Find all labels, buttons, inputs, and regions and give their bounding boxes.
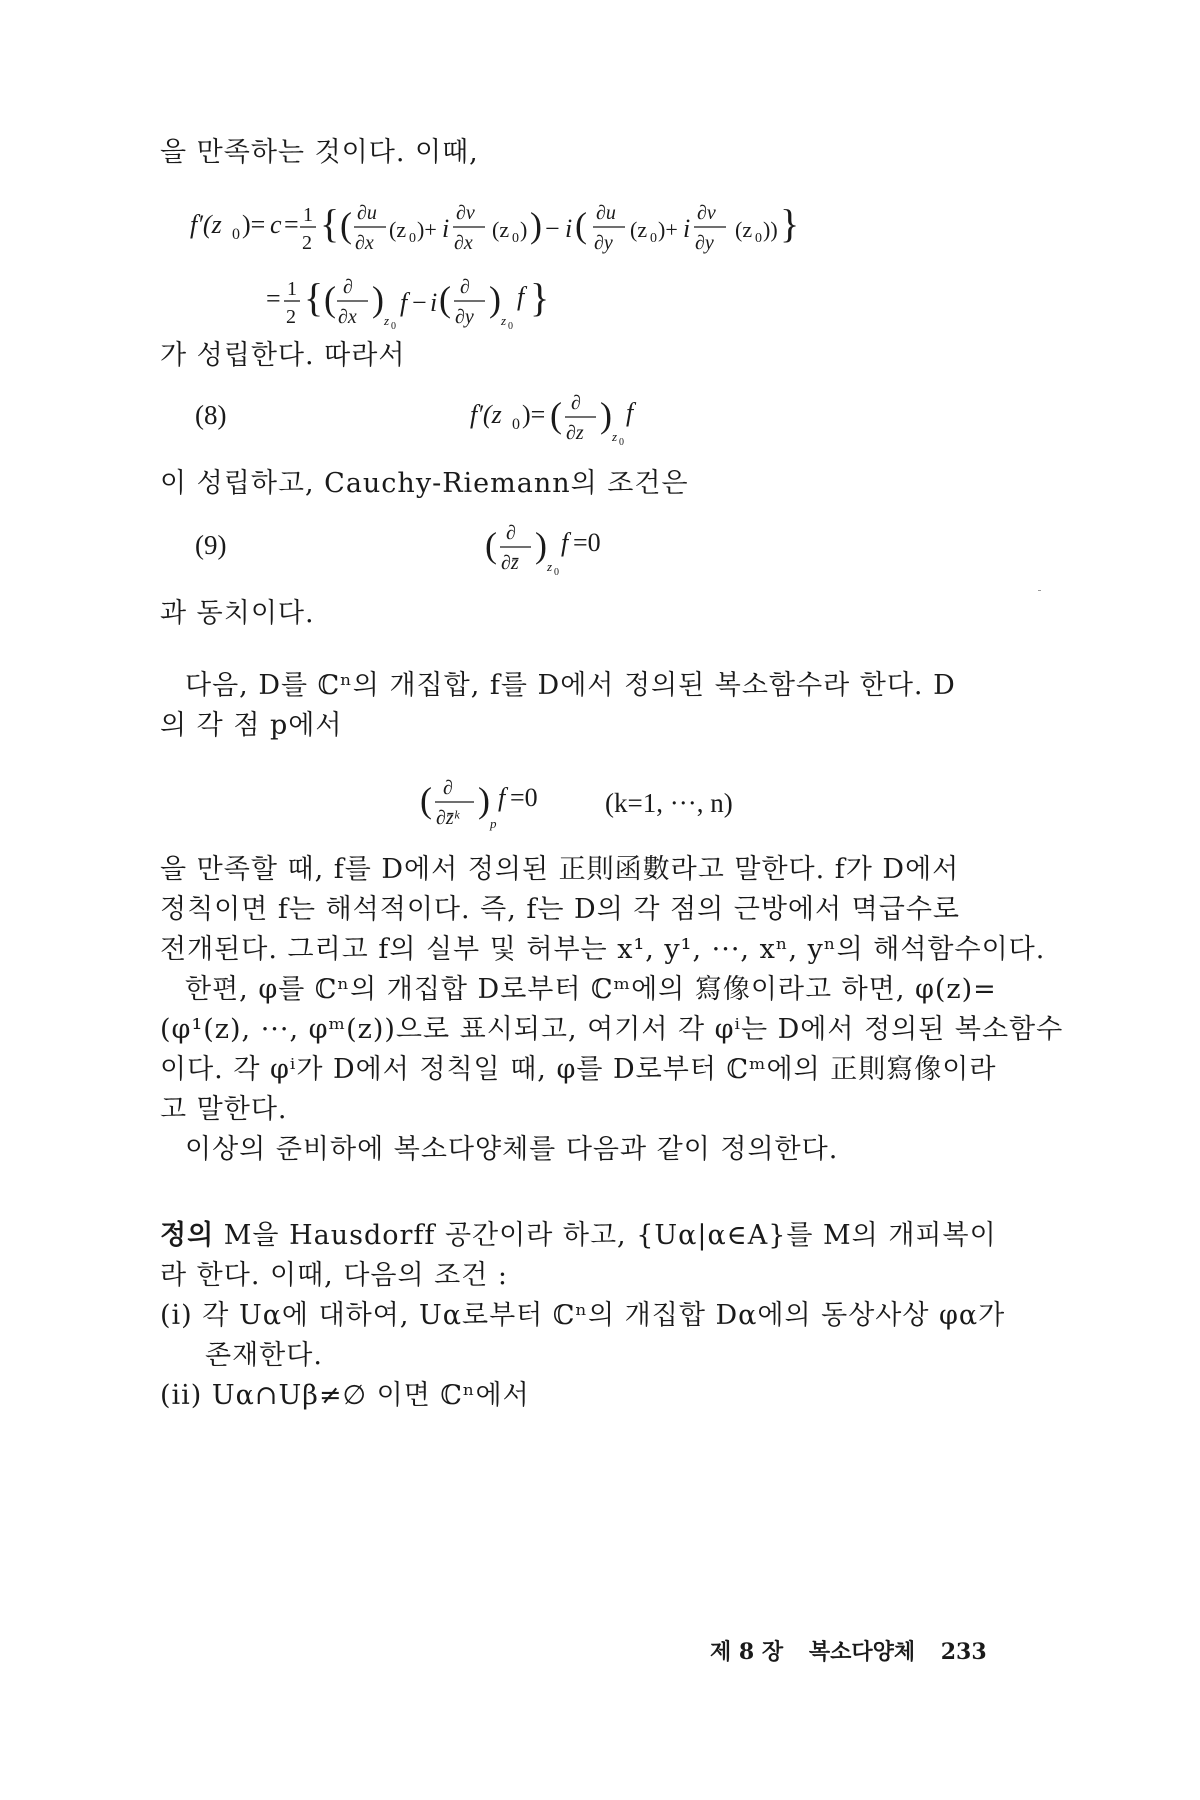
text-line: 정칙이면 f는 해석적이다. 즉, f는 D의 각 점의 근방에서 멱급수로: [160, 894, 961, 925]
svg-text:∂x: ∂x: [338, 306, 357, 328]
equation-8: [470, 375, 670, 455]
equation-number: (8): [195, 400, 227, 430]
definition-line: [160, 1218, 1040, 1254]
condition-item: (ii) Uα∩Uβ≠∅ 이면 ℂⁿ에서: [160, 1380, 530, 1411]
svg-text:∂v: ∂v: [456, 202, 475, 224]
svg-text:}: }: [530, 275, 550, 320]
svg-text:=: =: [266, 284, 281, 313]
svg-text:{: {: [304, 275, 324, 320]
svg-text:z: z: [501, 313, 507, 328]
svg-text:z: z: [612, 429, 618, 444]
svg-text:∂u: ∂u: [357, 202, 377, 224]
svg-text:0: 0: [512, 231, 519, 246]
svg-text:(: (: [485, 525, 497, 565]
svg-text:(: (: [439, 279, 451, 319]
svg-text:p: p: [490, 816, 497, 831]
svg-text:}: }: [780, 201, 800, 246]
svg-text:=0: =0: [510, 783, 538, 812]
definition-label: 정의: [160, 1220, 215, 1251]
text-line: 전개된다. 그리고 f의 실부 및 허부는 x¹, y¹, ···, xⁿ, yⁿ의 해석함수이다.: [160, 934, 1046, 965]
equation-svg: [470, 375, 670, 455]
condition-item: (i) 각 Uα에 대하여, Uα로부터 ℂⁿ의 개집합 Dα에의 동상사상 φα가: [160, 1300, 1006, 1331]
svg-text:0: 0: [508, 321, 513, 332]
text-line: 이 성립하고, Cauchy-Riemann의 조건은: [160, 468, 689, 499]
svg-text:)+: )+: [417, 217, 437, 242]
equation-derivative-expansion: [190, 185, 890, 335]
text-line: 라 한다. 이때, 다음의 조건 :: [160, 1260, 508, 1291]
svg-text:(: (: [324, 279, 336, 319]
svg-text:∂z: ∂z: [566, 422, 584, 444]
svg-text:): ): [535, 525, 547, 565]
svg-text:2: 2: [302, 232, 312, 254]
svg-text:): ): [600, 395, 612, 435]
svg-text:f: f: [626, 398, 634, 427]
svg-text:)+: )+: [658, 217, 678, 242]
svg-text:(z: (z: [735, 217, 753, 242]
svg-text:0: 0: [391, 321, 396, 332]
svg-text:∂: ∂: [571, 392, 581, 414]
svg-text:f: f: [498, 783, 506, 812]
svg-text:)=: )=: [522, 400, 546, 429]
text-line: 고 말한다.: [160, 1094, 288, 1125]
svg-text:−: −: [412, 288, 427, 317]
text-line: 을 만족하는 것이다. 이때,: [160, 137, 479, 168]
text-line: 다음, D를 ℂⁿ의 개집합, f를 D에서 정의된 복소함수라 한다. D: [185, 670, 956, 701]
svg-text:)=: )=: [242, 210, 266, 239]
svg-text:∂y: ∂y: [594, 232, 613, 254]
equation-svg: [485, 505, 645, 585]
svg-text:0: 0: [232, 226, 240, 243]
svg-text:z: z: [547, 559, 553, 574]
svg-text:=0: =0: [573, 528, 601, 557]
text-line: 을 만족할 때, f를 D에서 정의된 正則函數라고 말한다. f가 D에서: [160, 854, 960, 885]
svg-text:∂y: ∂y: [695, 232, 714, 254]
svg-text:(z: (z: [389, 217, 407, 242]
text-line: 이다. 각 φⁱ가 D에서 정칙일 때, φ를 D로부터 ℂᵐ에의 正則寫像이라: [160, 1054, 997, 1085]
svg-text:f: f: [561, 528, 569, 557]
svg-text:z: z: [384, 313, 390, 328]
svg-text:∂z̄: ∂z̄: [501, 552, 519, 574]
svg-text:∂: ∂: [460, 276, 470, 298]
svg-text:f′(z: f′(z: [470, 400, 502, 429]
svg-text:0: 0: [512, 416, 520, 433]
svg-text:∂v: ∂v: [697, 202, 716, 224]
svg-text:(: (: [340, 205, 352, 245]
svg-text:f′(z: f′(z: [190, 210, 222, 239]
svg-text:∂z̄ᵏ: ∂z̄ᵏ: [436, 807, 460, 829]
svg-text:∂u: ∂u: [596, 202, 616, 224]
svg-text:i: i: [565, 214, 573, 243]
svg-text:2: 2: [286, 306, 296, 328]
svg-text:i: i: [430, 288, 438, 317]
definition-text: M을 Hausdorff 공간이라 하고, {Uα|α∈A}를 M의 개피복이: [223, 1220, 997, 1251]
svg-text:i: i: [442, 214, 450, 243]
svg-text:1: 1: [287, 278, 297, 300]
svg-text:f: f: [517, 282, 525, 311]
svg-text:{: {: [320, 201, 340, 246]
svg-text:∂: ∂: [506, 522, 516, 544]
svg-text:(z: (z: [630, 217, 648, 242]
svg-text:(z: (z: [492, 217, 510, 242]
svg-text:c: c: [270, 210, 282, 239]
text-line: 과 동치이다.: [160, 598, 315, 629]
chapter-title: 복소다양체: [808, 1639, 916, 1665]
svg-text:): ): [530, 205, 542, 245]
svg-text:): ): [372, 279, 384, 319]
svg-text:(: (: [575, 205, 587, 245]
svg-text:∂x: ∂x: [454, 232, 473, 254]
text-line: 의 각 점 p에서: [160, 710, 343, 741]
scan-speck: [1038, 590, 1041, 591]
svg-text:): ): [489, 279, 501, 319]
svg-text:∂: ∂: [343, 276, 353, 298]
svg-text:i: i: [683, 214, 691, 243]
equation-9: [485, 505, 645, 585]
text-line: 이상의 준비하에 복소다양체를 다음과 같이 정의한다.: [185, 1134, 839, 1165]
chapter-number: 제 8 장: [710, 1639, 784, 1665]
svg-text:∂x: ∂x: [355, 232, 374, 254]
svg-text:0: 0: [755, 231, 762, 246]
svg-text:−: −: [545, 214, 560, 243]
svg-text:): ): [478, 780, 490, 820]
svg-text:0: 0: [409, 231, 416, 246]
equation-number: (9): [195, 530, 227, 560]
equation-range: (k=1, ···, n): [605, 788, 733, 818]
svg-text:0: 0: [554, 567, 559, 578]
page-number: 233: [940, 1639, 987, 1665]
svg-text:0: 0: [650, 231, 657, 246]
svg-text:f: f: [400, 288, 408, 317]
svg-text:∂: ∂: [443, 777, 453, 799]
svg-text:1: 1: [303, 204, 313, 226]
page-footer: [710, 1635, 1005, 1666]
svg-text:0: 0: [619, 437, 624, 448]
svg-text:)): )): [763, 217, 778, 242]
svg-text:∂y: ∂y: [455, 306, 474, 328]
text-line: 가 성립한다. 따라서: [160, 340, 406, 371]
text-line: (φ¹(z), ···, φᵐ(z))으로 표시되고, 여기서 각 φⁱ는 D에서 정의된 복소함수: [160, 1014, 1064, 1045]
svg-text:=: =: [284, 210, 299, 239]
equation-svg: [190, 185, 890, 335]
text-line: 한편, φ를 ℂⁿ의 개집합 D로부터 ℂᵐ에의 寫像이라고 하면, φ(z)=: [185, 974, 997, 1005]
svg-text:): ): [520, 217, 528, 242]
svg-text:(: (: [550, 395, 562, 435]
svg-text:(: (: [420, 780, 432, 820]
condition-continuation: 존재한다.: [205, 1340, 323, 1371]
